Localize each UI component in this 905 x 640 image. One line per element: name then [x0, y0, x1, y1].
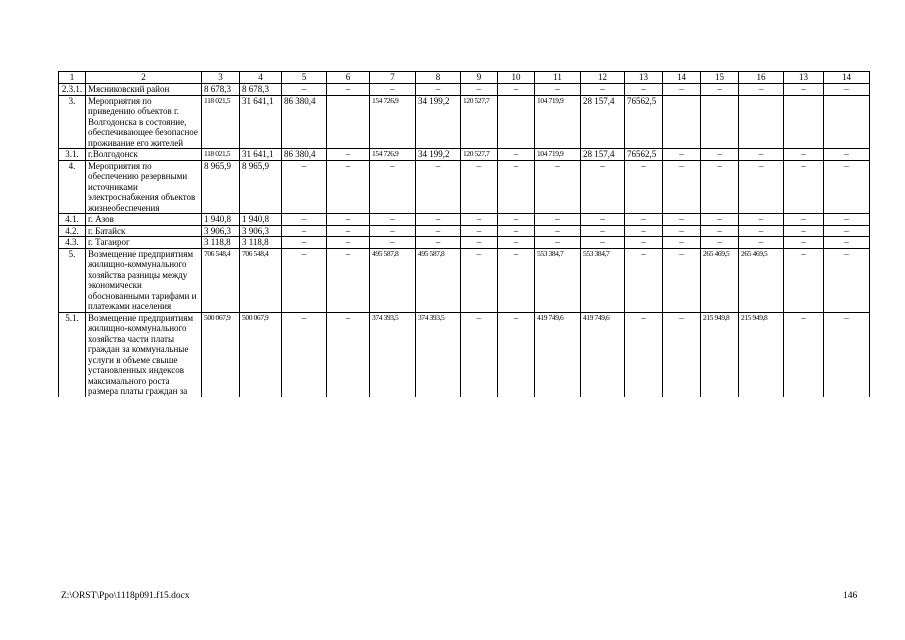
value-cell: – — [625, 237, 663, 249]
value-cell: – — [282, 237, 327, 249]
value-cell: 706 548,4 — [240, 248, 282, 312]
value-cell: – — [824, 84, 870, 96]
value-cell: – — [327, 84, 370, 96]
value-cell: – — [625, 312, 663, 397]
value-cell: 120 527,7 — [461, 149, 498, 161]
value-cell: – — [461, 225, 498, 237]
value-cell: – — [327, 248, 370, 312]
row-name: г.Волгодонск — [86, 149, 202, 161]
value-cell: 1 940,8 — [240, 214, 282, 226]
value-cell: 495 587,8 — [416, 248, 461, 312]
value-cell: – — [498, 84, 535, 96]
value-cell: – — [824, 160, 870, 214]
value-cell: 28 157,4 — [581, 95, 625, 149]
value-cell: – — [784, 225, 824, 237]
value-cell: 31 641,1 — [240, 149, 282, 161]
value-cell — [663, 95, 701, 149]
header-cell: 7 — [370, 72, 416, 84]
row-number: 3. — [59, 95, 86, 149]
value-cell — [701, 95, 739, 149]
value-cell: 120 527,7 — [461, 95, 498, 149]
footer-page-number: 146 — [843, 591, 858, 601]
value-cell: – — [370, 237, 416, 249]
value-cell: – — [370, 214, 416, 226]
value-cell: 419 749,6 — [535, 312, 581, 397]
value-cell: – — [663, 214, 701, 226]
header-cell: 2 — [86, 72, 202, 84]
value-cell: – — [581, 214, 625, 226]
value-cell: – — [663, 84, 701, 96]
value-cell: 118 021,5 — [202, 95, 240, 149]
table-row — [59, 248, 870, 312]
value-cell: – — [498, 160, 535, 214]
value-cell: – — [663, 149, 701, 161]
header-cell: 6 — [327, 72, 370, 84]
value-cell: – — [535, 225, 581, 237]
header-cell: 9 — [461, 72, 498, 84]
value-cell: 374 393,5 — [416, 312, 461, 397]
row-number: 5. — [59, 248, 86, 312]
header-cell: 12 — [581, 72, 625, 84]
value-cell: – — [282, 84, 327, 96]
value-cell: – — [824, 237, 870, 249]
value-cell: – — [416, 214, 461, 226]
row-number: 5.1. — [59, 312, 86, 397]
value-cell: 3 906,3 — [202, 225, 240, 237]
value-cell: – — [625, 84, 663, 96]
row-number: 4. — [59, 160, 86, 214]
value-cell — [498, 95, 535, 149]
value-cell: – — [327, 237, 370, 249]
header-cell: 14 — [663, 72, 701, 84]
value-cell: 104 719,9 — [535, 95, 581, 149]
value-cell: – — [370, 160, 416, 214]
value-cell: 3 118,8 — [202, 237, 240, 249]
value-cell: – — [663, 160, 701, 214]
value-cell: 34 199,2 — [416, 149, 461, 161]
value-cell: – — [282, 225, 327, 237]
value-cell: – — [370, 84, 416, 96]
value-cell: 553 384,7 — [535, 248, 581, 312]
value-cell: – — [282, 160, 327, 214]
row-name: Возмещение предприятиям жилищно-коммунального хозяйства части платы граждан за коммунальные услуги в объеме свыше установленных индексов максимального роста размера платы граждан за — [86, 312, 202, 397]
value-cell — [784, 95, 824, 149]
value-cell: – — [663, 248, 701, 312]
value-cell: – — [824, 214, 870, 226]
value-cell — [824, 95, 870, 149]
footer-file-path: Z:\ORST\Ppo\1118p091.f15.docx — [61, 591, 190, 601]
table-row — [59, 237, 870, 249]
value-cell: – — [498, 312, 535, 397]
value-cell: 8 678,3 — [240, 84, 282, 96]
value-cell: – — [535, 214, 581, 226]
value-cell: – — [461, 237, 498, 249]
value-cell: – — [282, 214, 327, 226]
value-cell: – — [581, 237, 625, 249]
value-cell: 28 157,4 — [581, 149, 625, 161]
table-row — [59, 312, 870, 397]
header-cell: 8 — [416, 72, 461, 84]
value-cell: – — [824, 312, 870, 397]
header-cell: 15 — [701, 72, 739, 84]
value-cell: – — [784, 214, 824, 226]
budget-table — [58, 71, 870, 397]
value-cell: – — [739, 84, 784, 96]
value-cell: – — [327, 214, 370, 226]
value-cell: – — [498, 225, 535, 237]
value-cell: 419 749,6 — [581, 312, 625, 397]
value-cell: 8 678,3 — [202, 84, 240, 96]
value-cell: 34 199,2 — [416, 95, 461, 149]
value-cell: 76562,5 — [625, 95, 663, 149]
table-row — [59, 214, 870, 226]
row-number: 4.1. — [59, 214, 86, 226]
value-cell: – — [461, 160, 498, 214]
header-cell: 14 — [824, 72, 870, 84]
value-cell: 86 380,4 — [282, 149, 327, 161]
value-cell: – — [581, 84, 625, 96]
row-number: 4.3. — [59, 237, 86, 249]
value-cell: – — [739, 160, 784, 214]
value-cell: – — [784, 248, 824, 312]
header-cell: 11 — [535, 72, 581, 84]
value-cell: – — [327, 160, 370, 214]
value-cell: – — [739, 149, 784, 161]
value-cell: 8 965,9 — [240, 160, 282, 214]
value-cell: 374 393,5 — [370, 312, 416, 397]
value-cell: – — [327, 312, 370, 397]
value-cell: – — [784, 312, 824, 397]
value-cell: – — [701, 84, 739, 96]
value-cell: – — [416, 84, 461, 96]
value-cell: 553 384,7 — [581, 248, 625, 312]
value-cell: – — [739, 214, 784, 226]
value-cell: 706 548,4 — [202, 248, 240, 312]
value-cell: – — [327, 149, 370, 161]
table-row — [59, 149, 870, 161]
row-name: Мероприятия по обеспечению резервными источниками электроснабжения объектов жизнеобеспечения — [86, 160, 202, 214]
value-cell: – — [824, 225, 870, 237]
value-cell: – — [739, 225, 784, 237]
value-cell: – — [663, 237, 701, 249]
value-cell: – — [663, 225, 701, 237]
value-cell: – — [625, 248, 663, 312]
value-cell: – — [581, 225, 625, 237]
value-cell: – — [625, 225, 663, 237]
header-cell: 13 — [784, 72, 824, 84]
value-cell: 3 906,3 — [240, 225, 282, 237]
value-cell: 265 469,5 — [701, 248, 739, 312]
header-cell: 3 — [202, 72, 240, 84]
value-cell: – — [701, 149, 739, 161]
value-cell: – — [535, 84, 581, 96]
value-cell: 31 641,1 — [240, 95, 282, 149]
value-cell: – — [625, 160, 663, 214]
header-cell: 5 — [282, 72, 327, 84]
value-cell: – — [461, 214, 498, 226]
value-cell: 154 726,9 — [370, 149, 416, 161]
value-cell: – — [498, 248, 535, 312]
header-cell: 10 — [498, 72, 535, 84]
value-cell: – — [498, 214, 535, 226]
value-cell: 104 719,9 — [535, 149, 581, 161]
value-cell: 265 469,5 — [739, 248, 784, 312]
row-name: г. Батайск — [86, 225, 202, 237]
value-cell: – — [784, 149, 824, 161]
value-cell: – — [535, 237, 581, 249]
value-cell: 215 949,8 — [739, 312, 784, 397]
row-name: г. Азов — [86, 214, 202, 226]
header-row — [59, 72, 870, 84]
header-cell: 13 — [625, 72, 663, 84]
value-cell: – — [581, 160, 625, 214]
row-number: 2.3.1. — [59, 84, 86, 96]
value-cell: – — [824, 248, 870, 312]
value-cell: 154 726,9 — [370, 95, 416, 149]
value-cell: 500 067,9 — [240, 312, 282, 397]
value-cell: – — [370, 225, 416, 237]
table-row — [59, 160, 870, 214]
table-body — [59, 72, 870, 397]
value-cell: – — [498, 237, 535, 249]
value-cell: – — [824, 149, 870, 161]
value-cell: 76562,5 — [625, 149, 663, 161]
row-number: 3.1. — [59, 149, 86, 161]
row-number: 4.2. — [59, 225, 86, 237]
row-name: Мероприятия по приведению объектов г. Волгодонска в состояние, обеспечивающее безопасное проживание его жителей — [86, 95, 202, 149]
value-cell: 495 587,8 — [370, 248, 416, 312]
value-cell: – — [784, 84, 824, 96]
value-cell: – — [282, 248, 327, 312]
value-cell: – — [701, 225, 739, 237]
value-cell: 1 940,8 — [202, 214, 240, 226]
value-cell: – — [663, 312, 701, 397]
value-cell: – — [535, 160, 581, 214]
value-cell: – — [416, 160, 461, 214]
row-name: Возмещение предприятиям жилищно-коммунального хозяйства разницы между экономически обоснованными тарифами и платежами населения — [86, 248, 202, 312]
table-row — [59, 84, 870, 96]
value-cell: – — [498, 149, 535, 161]
table-row — [59, 95, 870, 149]
value-cell: – — [416, 237, 461, 249]
row-name: Мясниковский район — [86, 84, 202, 96]
value-cell: – — [461, 312, 498, 397]
value-cell: 500 067,9 — [202, 312, 240, 397]
value-cell: – — [327, 225, 370, 237]
value-cell: – — [784, 237, 824, 249]
value-cell: – — [416, 225, 461, 237]
value-cell: – — [701, 237, 739, 249]
value-cell: – — [739, 237, 784, 249]
header-cell: 16 — [739, 72, 784, 84]
value-cell: – — [701, 214, 739, 226]
value-cell: – — [701, 160, 739, 214]
table-row — [59, 225, 870, 237]
row-name: г. Таганрог — [86, 237, 202, 249]
value-cell: – — [461, 84, 498, 96]
value-cell: – — [282, 312, 327, 397]
value-cell — [327, 95, 370, 149]
value-cell: – — [625, 214, 663, 226]
value-cell: 86 380,4 — [282, 95, 327, 149]
header-cell: 1 — [59, 72, 86, 84]
value-cell: – — [784, 160, 824, 214]
value-cell: 118 021,5 — [202, 149, 240, 161]
value-cell: 3 118,8 — [240, 237, 282, 249]
value-cell: – — [461, 248, 498, 312]
value-cell — [739, 95, 784, 149]
header-cell: 4 — [240, 72, 282, 84]
value-cell: 8 965,9 — [202, 160, 240, 214]
value-cell: 215 949,8 — [701, 312, 739, 397]
